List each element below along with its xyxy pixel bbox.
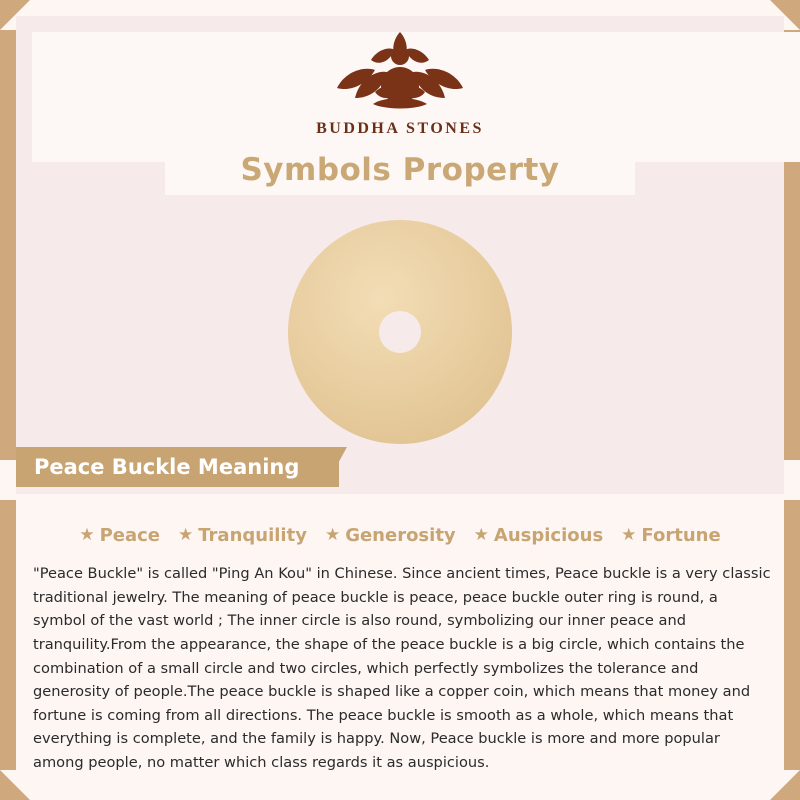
star-icon: ★ [79,525,95,545]
product-image [0,220,800,449]
peace-buckle-disc [288,220,512,444]
star-icon: ★ [473,525,489,545]
keyword-item [474,525,604,546]
star-icon: ★ [178,525,194,545]
keyword-label: Peace [99,525,160,546]
corner-decoration-bottom-left [0,770,30,800]
brand-name: BUDDHA STONES [316,120,484,137]
section-ribbon-tail [325,447,347,487]
keyword-label: Auspicious [493,525,604,546]
keyword-item [178,525,307,546]
keyword-list [0,525,800,546]
lotus-meditation-icon [0,22,800,118]
star-icon: ★ [621,525,637,545]
star-icon: ★ [324,525,341,545]
keyword-item [325,525,456,546]
keyword-item [621,525,721,546]
peace-buckle-hole [379,311,421,353]
keyword-label: Fortune [641,525,721,546]
keyword-label: Tranquility [198,525,307,546]
corner-decoration-bottom-right [770,770,800,800]
brand-logo [0,22,800,138]
keyword-label: Generosity [345,525,456,546]
section-ribbon-label: Peace Buckle Meaning [34,455,300,479]
page-title-banner [165,145,635,195]
keyword-item [79,525,160,546]
page-title: Symbols Property [240,152,560,188]
description-text: "Peace Buckle" is called "Ping An Kou" in Chinese. Since ancient times, Peace buckle is a very classic traditional jewelry. The meaning of peace buckle is peace, peace buckle outer ring is round, a symbol of the vast world ; The inner circle is also round, symbolizing our inner peace and tranquility.From the appearance, the shape of the peace buckle is a big circle, which contains the combination of a small circle and two circles, which perfectly symbolizes the tolerance and generosity of people.The peace buckle is shaped like a copper coin, which means that money and fortune is coming from all directions. The peace buckle is smooth as a whole, which means that everything is complete, and the family is happy. Now, Peace buckle is more and more popular among people, no matter which class regards it as auspicious. [33,565,771,772]
section-ribbon [16,447,339,487]
